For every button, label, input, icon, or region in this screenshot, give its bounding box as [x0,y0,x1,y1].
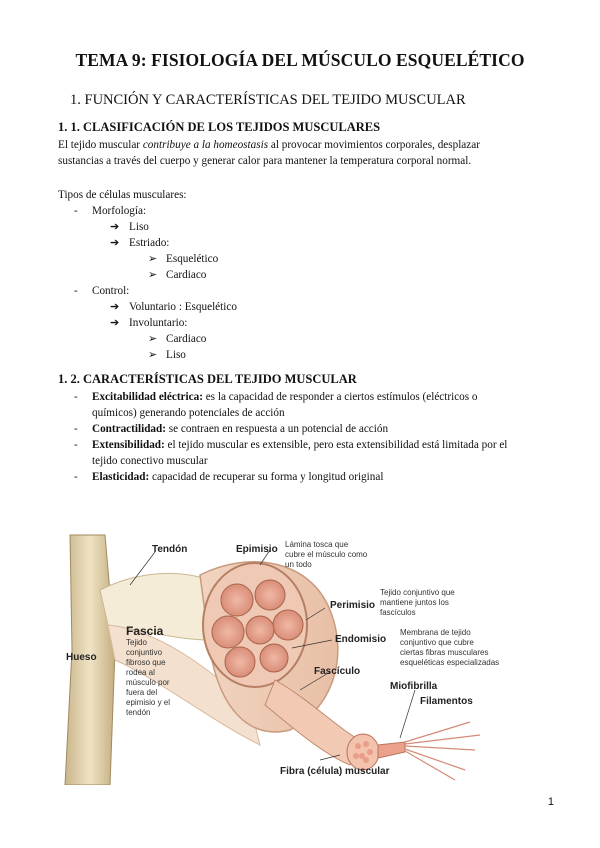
desc-line: Lámina tosca que [285,540,349,549]
endomisio-label: Endomisio [335,634,387,645]
cardiaco-label-2: Cardiaco [166,333,207,345]
desc-line: fascículos [380,608,416,617]
char-text: capacidad de recuperar su forma y longitud original [149,471,384,483]
involuntario-label: Involuntario: [129,317,188,329]
types-intro: Tipos de células musculares: [58,189,187,201]
arrow-icon: ➔ [110,221,120,233]
char-term: Excitabilidad eléctrica: [92,391,203,403]
char-term: Extensibilidad: [92,439,165,451]
dash-bullet: - [74,439,78,451]
desc-line: fuera del [126,688,158,697]
liso-label-2: Liso [166,349,186,361]
section-1-1-heading: 1. 1. CLASIFICACIÓN DE LOS TEJIDOS MUSCULARES [58,120,381,134]
char-text: es la capacidad de responder a ciertos estímulos (eléctricos o [202,391,478,403]
cardiaco-label: Cardiaco [166,269,207,281]
section-1-2-heading: 1. 2. CARACTERÍSTICAS DEL TEJIDO MUSCULAR [58,372,357,386]
desc-line: fibroso que [126,658,166,667]
fascia-desc [126,638,170,718]
triangle-bullet-icon: ➢ [148,253,158,265]
intro-paragraph [58,137,480,169]
char-item-1 [92,389,478,421]
filamentos-label: Filamentos [420,696,473,707]
dash-bullet: - [74,205,78,217]
desc-line: músculo por [126,678,170,687]
desc-line: tendón [126,708,151,717]
desc-line: epimisio y el [126,698,171,707]
fibra-label: Fibra (célula) muscular [280,766,390,777]
char-term: Elasticidad: [92,471,150,483]
desc-line: cubre el músculo como [285,550,368,559]
estriado-label: Estriado: [129,237,170,249]
triangle-bullet-icon: ➢ [148,349,158,361]
dash-bullet: - [74,423,78,435]
char-term: Contractilidad: [92,423,166,435]
section-1-heading: 1. FUNCIÓN Y CARACTERÍSTICAS DEL TEJIDO MUSCULAR [70,92,466,108]
fascia-label: Fascia [126,624,164,638]
dash-bullet: - [74,285,78,297]
desc-line: Membrana de tejido [400,628,471,637]
intro-text-cont: al provocar movimientos corporales, desplazar [268,139,480,151]
desc-line: ciertas fibras musculares [400,648,489,657]
desc-line: Tejido conjuntivo que [380,588,455,597]
desc-line: conjuntivo que cubre [400,638,474,647]
muscle-anatomy-figure [60,530,530,785]
miofibrilla-label: Miofibrilla [390,681,438,692]
triangle-bullet-icon: ➢ [148,333,158,345]
char-item-2 [92,421,388,437]
morfologia-label: Morfología: [92,205,147,217]
liso-label: Liso [129,221,149,233]
epimisio-desc [285,540,367,570]
control-label: Control: [92,285,130,297]
page-title: TEMA 9: FISIOLOGÍA DEL MÚSCULO ESQUELÉTICO [75,50,525,70]
epimisio-label: Epimisio [236,544,278,555]
dash-bullet: - [74,391,78,403]
desc-line: mantiene juntos los [380,598,449,607]
perimisio-desc [380,588,455,618]
tendon-label: Tendón [152,544,188,555]
char-text-cont: químicos) generando potenciales de acción [92,407,285,419]
page-number: 1 [547,796,554,808]
desc-line: rodea al [126,668,155,677]
arrow-icon: ➔ [110,301,120,313]
triangle-bullet-icon: ➢ [148,269,158,281]
intro-text: El tejido muscular [58,139,143,151]
endomisio-desc [400,628,499,668]
esqueletico-label: Esquelético [166,253,219,265]
desc-line: Tejido [126,638,147,647]
char-text: se contraen en respuesta a un potencial de acción [165,423,389,435]
char-text: el tejido muscular es extensible, pero esta extensibilidad está limitada por el [164,439,508,451]
desc-line: esqueléticas especializadas [400,658,500,667]
char-text-cont: tejido conectivo muscular [92,455,208,467]
perimisio-label: Perimisio [330,600,376,611]
arrow-icon: ➔ [110,237,120,249]
fasciculo-label: Fascículo [314,666,361,677]
desc-line: conjuntivo [126,648,163,657]
desc-line: un todo [285,560,312,569]
intro-italic: contribuye a la homeostasis [142,139,269,151]
hueso-label: Hueso [66,652,97,663]
arrow-icon: ➔ [110,317,120,329]
dash-bullet: - [74,471,78,483]
char-item-4 [92,469,383,485]
intro-line-2: sustancias a través del cuerpo y generar calor para mantener la temperatura corporal normal. [58,155,472,167]
char-item-3 [92,437,507,469]
voluntario-label: Voluntario : Esquelético [129,301,237,313]
